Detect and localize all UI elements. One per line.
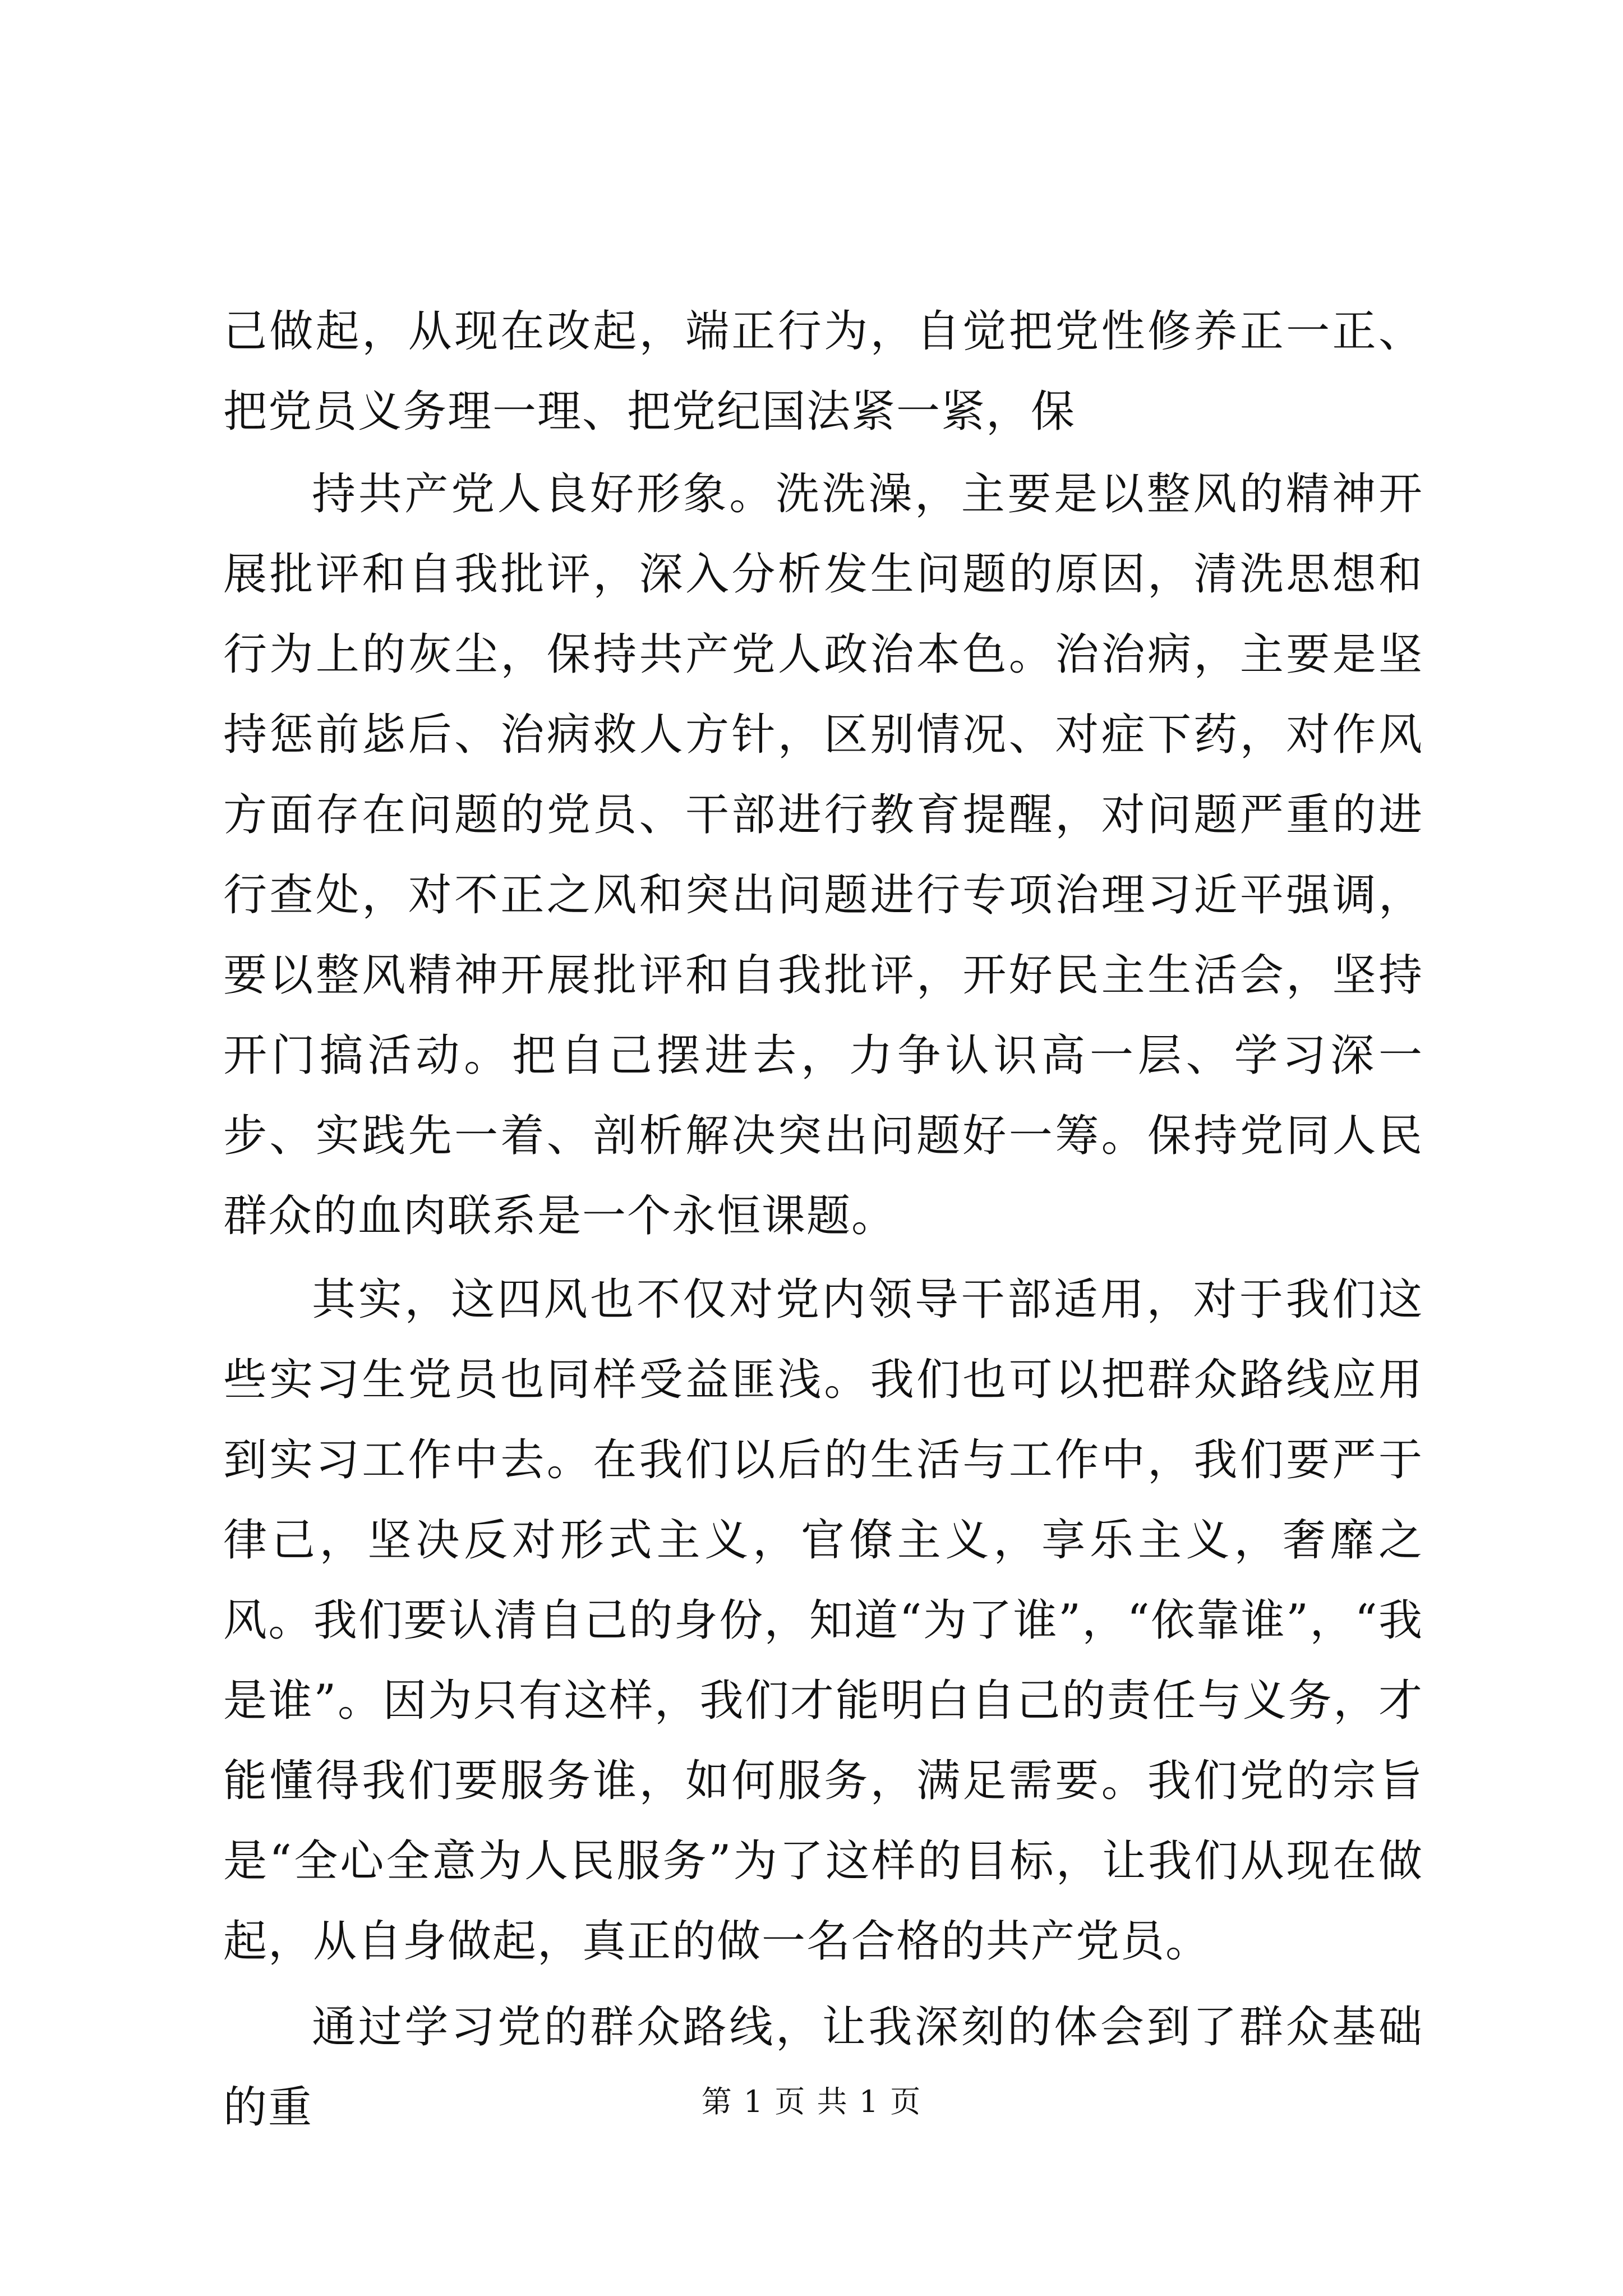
paragraph-four-winds: 其实，这四风也不仅对党内领导干部适用，对于我们这些实习生党员也同样受益匪浅。我们也可以把群众路线应用到实习工作中去。在我们以后的生活与工作中，我们要严于律己，坚决反对形式主义，官僚主义，享乐主义，奢靡之风。我们要认清自己的身份，知道“为了谁”，“依靠谁”，“我是谁”。因为只有这样，我们才能明白自己的责任与义务，才能懂得我们要服务谁，如何服务，满足需要。我们党的宗旨是“全心全意为人民服务”为了这样的目标，让我们从现在做起，从自身做起，真正的做一名合格的共产党员。 [223,1274,1423,1967]
page-footer: 第 1 页 共 1 页 [701,2084,922,2119]
paragraph-continuation: 己做起，从现在改起，端正行为，自觉把党性修养正一正、把党员义务理一理、把党纪国法紧一紧，保 [223,306,1423,437]
document-body [223,292,1423,2148]
paragraph-rectification: 持共产党人良好形象。洗洗澡，主要是以整风的精神开展批评和自我批评，深入分析发生问题的原因，清洗思想和行为上的灰尘，保持共产党人政治本色。治治病，主要是坚持惩前毖后、治病救人方针，区别情况、对症下药，对作风方面存在问题的党员、干部进行教育提醒，对问题严重的进行查处，对不正之风和突出问题进行专项治理习近平强调，要以整风精神开展批评和自我批评，开好民主生活会，坚持开门搞活动。把自己摆进去，力争认识高一层、学习深一步、实践先一着、剖析解决突出问题好一筹。保持党同人民群众的血肉联系是一个永恒课题。 [223,469,1423,1241]
paragraph-mass-line: 通过学习党的群众路线，让我深刻的体会到了群众基础的重 [223,2002,1423,2133]
